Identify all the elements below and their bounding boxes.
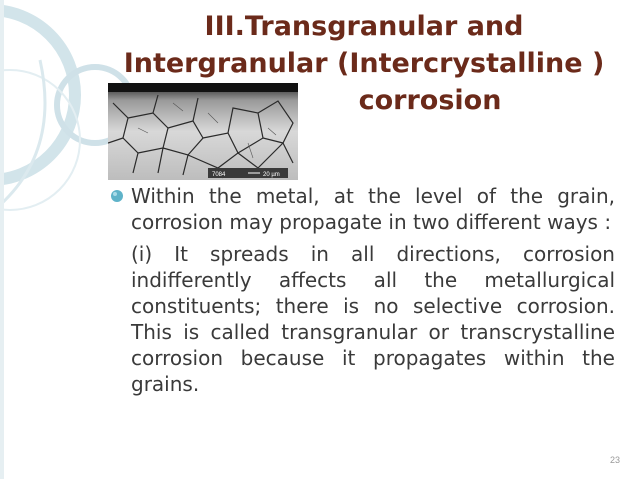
deco-ring-large <box>0 10 75 180</box>
bullet-item <box>105 183 615 235</box>
title-line-3: corrosion <box>358 85 502 116</box>
sub-item-text: (i) It spreads in all directions, corrosion indifferently affects all the metallurgical constituents; there is no selective corrosion. This is called transgranular or transcrystalline corrosion because it propagates within the grains. <box>131 242 615 396</box>
left-edge-bar <box>0 0 4 479</box>
deco-ring-thin <box>0 70 80 210</box>
micrograph-caption: 7084 <box>212 172 226 178</box>
micrograph-scale-label: 20 µm <box>263 172 280 178</box>
title-line-2: Intergranular (Intercrystalline ) <box>123 48 605 79</box>
page-number: 23 <box>609 455 620 465</box>
deco-arc <box>0 60 45 205</box>
bullet-text: Within the metal, at the level of the grain, corrosion may propagate in two different ways : <box>131 184 615 234</box>
grain-boundary-micrograph <box>108 83 298 180</box>
micrograph-image <box>108 83 298 180</box>
sub-item <box>105 241 615 397</box>
title-line-1: III.Transgranular and <box>204 11 524 42</box>
circle-bullet-icon <box>110 189 124 203</box>
slide-body <box>105 183 615 397</box>
